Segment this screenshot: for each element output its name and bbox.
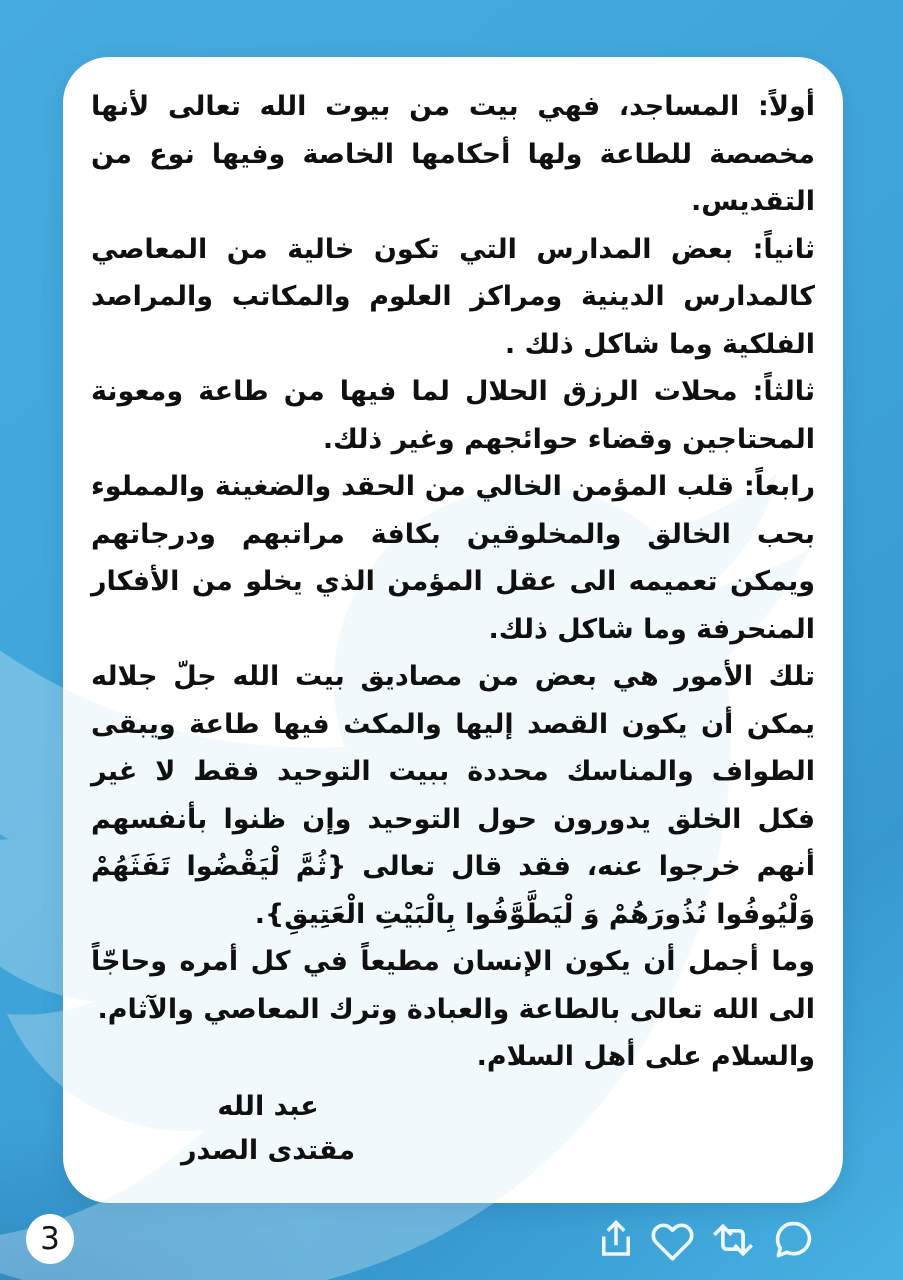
paragraph-text: والسلام على أهل السلام. — [476, 1041, 815, 1072]
paragraph-third — [91, 368, 815, 463]
reply-icon[interactable] — [771, 1218, 815, 1262]
signature-line2: مقتدى الصدر — [181, 1134, 356, 1166]
retweet-icon[interactable] — [708, 1218, 758, 1262]
ordinal-first: أولاً: — [758, 91, 815, 122]
signature-line1: عبد الله — [217, 1090, 319, 1122]
paragraph-second — [91, 226, 815, 369]
tweet-action-bar — [595, 1218, 815, 1262]
paragraph-summary-verse — [91, 653, 815, 938]
paragraph-salam — [91, 1033, 815, 1081]
paragraph-first — [91, 83, 815, 226]
ordinal-fourth: رابعاً: — [743, 471, 815, 502]
arabic-text-body — [63, 57, 843, 1081]
page-number-badge — [26, 1214, 74, 1264]
text-card — [63, 57, 843, 1203]
ordinal-second: ثانياً: — [752, 233, 815, 265]
share-icon[interactable] — [595, 1218, 637, 1262]
signature-block — [181, 1085, 355, 1173]
paragraph-text: قلب المؤمن الخالي من الحقد والضغينة والمملوء بحب الخالق والمخلوقين بكافة مراتبهم ودرجاتهم ويمكن تعميمه الى عقل المؤمن الذي يخلو من الأفكار المنحرفة وما شاكل ذلك. — [91, 471, 815, 645]
paragraph-text: تلك الأمور هي بعض من مصاديق بيت الله جلّ جلاله يمكن أن يكون القصد إليها والمكث فيها طاعة ويبقى الطواف والمناسك محددة ببيت التوحيد فقط لا غير فكل الخلق يدورون حول التوحيد وإن ظنوا بأنفسهم أنهم خرجوا عنه، فقد قال تعالى {ثُمَّ لْيَقْضُوا تَفَثَهُمْ وَلْيُوفُوا نُذُورَهُمْ وَ لْيَطَّوَّفُوا بِالْبَيْتِ الْعَتِيقِ}. — [91, 661, 815, 930]
page-number: 3 — [40, 1221, 60, 1257]
paragraph-text: محلات الرزق الحلال لما فيها من طاعة ومعونة المحتاجين وقضاء حوائجهم وغير ذلك. — [91, 376, 815, 455]
paragraph-closing — [91, 938, 815, 1033]
like-icon[interactable] — [650, 1218, 695, 1262]
paragraph-text: وما أجمل أن يكون الإنسان مطيعاً في كل أمره وحاجّاً الى الله تعالى بالطاعة والعبادة وترك المعاصي والآثام. — [91, 946, 815, 1025]
paragraph-fourth — [91, 463, 815, 653]
paragraph-text: بعض المدارس التي تكون خالية من المعاصي كالمدارس الدينية ومراكز العلوم والمكاتب والمراصد الفلكية وما شاكل ذلك . — [91, 233, 815, 360]
ordinal-third: ثالثاً: — [752, 376, 815, 407]
paragraph-text: المساجد، فهي بيت من بيوت الله تعالى لأنها مخصصة للطاعة ولها أحكامها الخاصة وفيها نوع من التقديس. — [91, 91, 815, 217]
